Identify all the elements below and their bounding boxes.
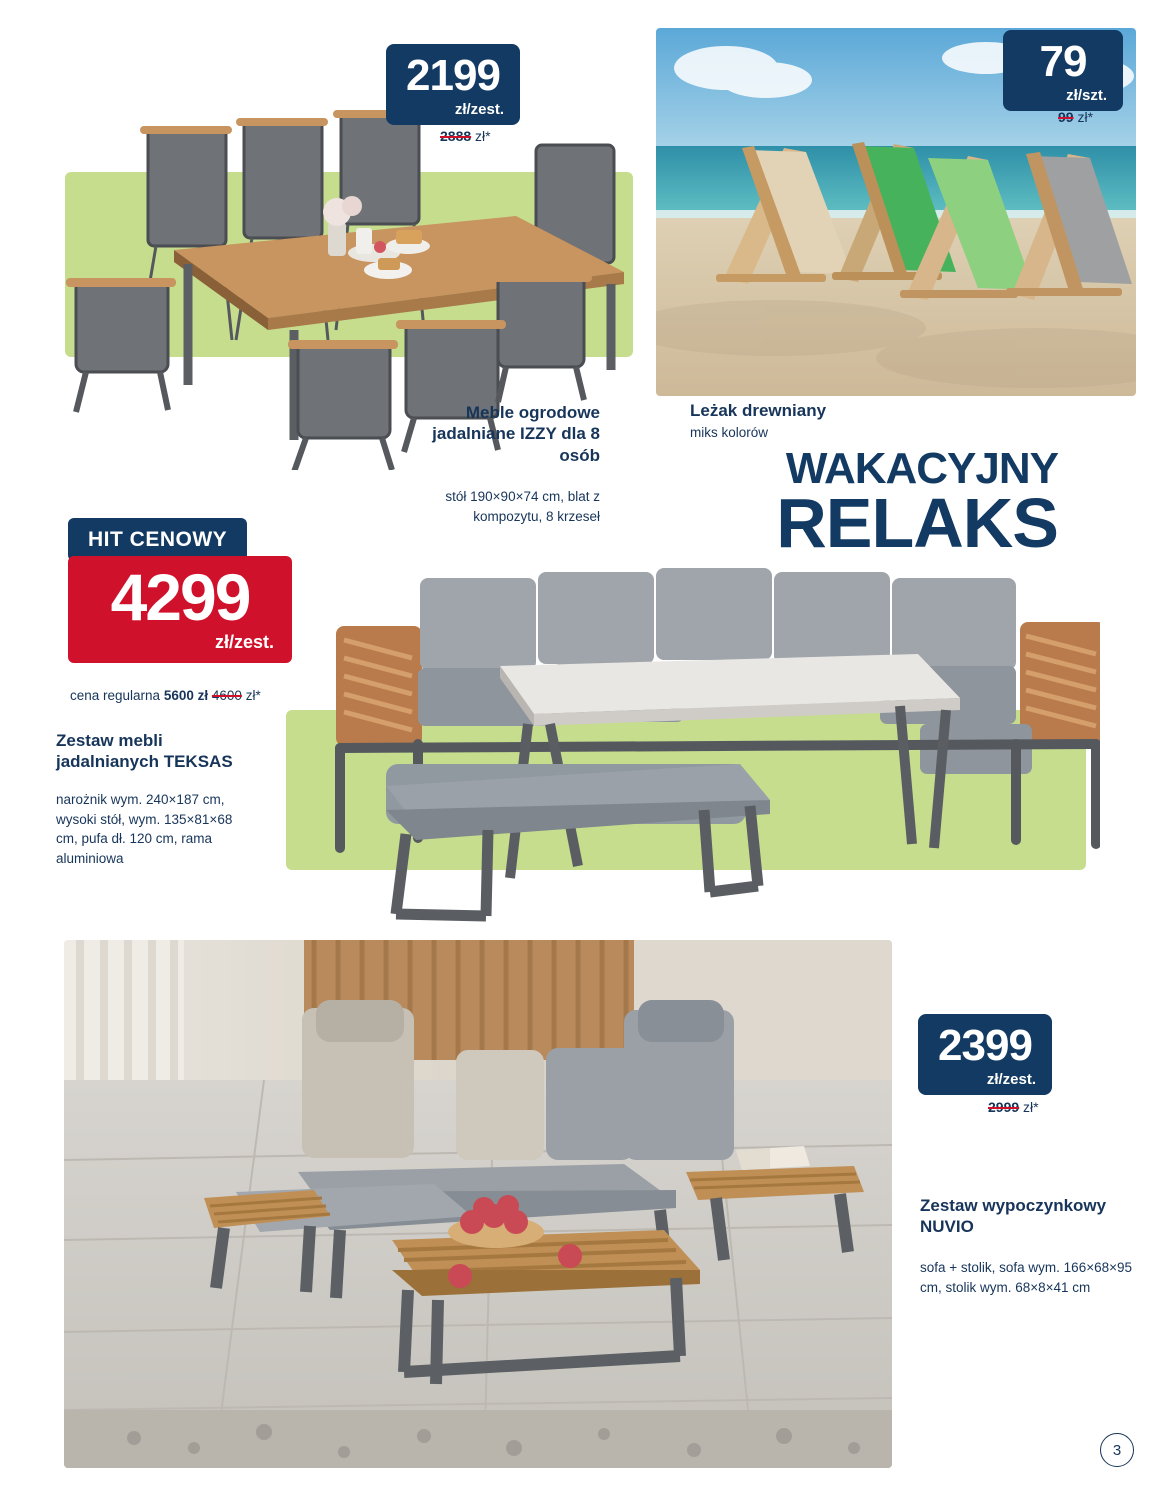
lezak-old-price	[1058, 109, 1093, 125]
lezak-price-badge	[1003, 30, 1123, 111]
izzy-old-price	[440, 128, 491, 144]
nuvio-price-amount: 2399	[938, 1021, 1032, 1070]
headline-line-1: WAKACYJNY	[785, 444, 1058, 493]
headline-line-2: RELAKS	[776, 483, 1058, 562]
nuvio-old-price-value: 2999	[988, 1099, 1020, 1115]
nuvio-old-price-suffix: zł*	[1023, 1099, 1039, 1115]
teksas-regular-value: 5600 zł	[163, 688, 209, 703]
teksas-regular-price	[70, 688, 261, 703]
izzy-price-amount: 2199	[406, 51, 500, 100]
lezak-old-price-suffix: zł*	[1077, 109, 1094, 125]
lezak-description: miks kolorów	[690, 425, 769, 440]
izzy-old-price-suffix: zł*	[475, 128, 491, 144]
lezak-price-amount: 79	[1039, 37, 1087, 86]
teksas-price-unit: zł/zest.	[214, 632, 274, 652]
teksas-regular-old-suffix: zł*	[245, 688, 261, 703]
lezak-price-unit: zł/szt.	[1066, 87, 1107, 104]
nuvio-price-badge	[918, 1014, 1052, 1095]
teksas-hit-badge: HIT CENOWY	[68, 518, 247, 561]
teksas-regular-old: 4600	[211, 688, 242, 703]
teksas-product-photo	[300, 548, 1100, 958]
teksas-regular-prefix: cena regularna	[70, 688, 161, 703]
izzy-title: Meble ogrodowe jadalniane IZZY dla 8 osób	[432, 403, 600, 465]
nuvio-description: sofa + stolik, sofa wym. 166×68×95 cm, stolik wym. 68×8×41 cm	[920, 1260, 1132, 1295]
nuvio-price-unit: zł/zest.	[986, 1071, 1036, 1088]
izzy-price-badge	[386, 44, 520, 125]
lezak-title: Leżak drewniany	[690, 401, 827, 420]
izzy-price-unit: zł/zest.	[454, 101, 504, 118]
teksas-price-amount: 4299	[110, 560, 250, 634]
page-number: 3	[1100, 1433, 1134, 1467]
nuvio-title: Zestaw wypoczynkowy NUVIO	[920, 1196, 1107, 1237]
nuvio-product-photo	[64, 940, 892, 1468]
nuvio-old-price	[988, 1099, 1039, 1115]
teksas-description: narożnik wym. 240×187 cm, wysoki stół, wym. 135×81×68 cm, pufa dł. 120 cm, rama aluminiowa	[56, 792, 233, 866]
lezak-old-price-value: 99	[1058, 109, 1074, 125]
teksas-price-badge	[68, 556, 292, 663]
page-headline	[640, 444, 1058, 562]
izzy-description: stół 190×90×74 cm, blat z kompozytu, 8 krzeseł	[445, 489, 600, 524]
izzy-old-price-value: 2888	[440, 128, 472, 144]
teksas-title: Zestaw mebli jadalnianych TEKSAS	[56, 731, 233, 772]
